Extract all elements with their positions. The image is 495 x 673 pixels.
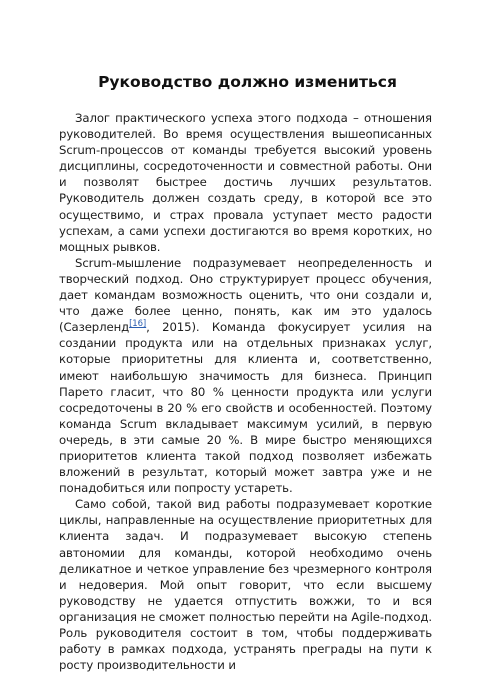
section-heading: Руководство должно измениться: [98, 73, 397, 91]
paragraph-1: Залог практического успеха этого подхода – отношения руководителей. Во время осуществления вышеописанных Scrum-процессов от команды требуется высокий уровень дисциплины, сосредоточенности и совместной работы. Они и позволят быстрее достичь лучших результатов. Руководитель должен создать среду, в которой все это осуществимо, и страх провала уступает место радости успехам, а сами успехи достигаются во время коротких, но мощных рывков.: [59, 111, 432, 254]
footnote-link[interactable]: [16]: [129, 319, 147, 330]
paragraph-2-text-before: Scrum-мышление подразумевает неопределенность и творческий подход. Оно структурирует процесс обучения, дает командам возможность оценить, что они создали и, что даже более ценно, понять, как им это удалось (Сазерленд: [59, 255, 432, 335]
paragraph-2: [59, 255, 432, 496]
body-text: [59, 110, 432, 673]
paragraph-2-text-after: , 2015). Команда фокусирует усилия на создании продукта или на отдельных признаках услуг, которые приоритетны для клиента и, соответственно, имеют наибольшую значимость для бизнеса. Принцип Парето гласит, что 80 % ценности продукта или услуги сосредоточены в 20 % его свойств и особенностей. Поэтому команда Scrum вкладывает максимум усилий, в первую очередь, в эти самые 20 %. В мире быстро меняющихся приоритетов клиента такой подход позволяет избежать вложений в результат, который может завтра уже и не понадобиться или попросту устареть.: [59, 320, 432, 496]
paragraph-3: Само собой, такой вид работы подразумевает короткие циклы, направленные на осуществление приоритетных для клиента задач. И подразумевает высокую степень автономии для команды, которой необходимо очень деликатное и четкое управление без чрезмерного контроля и недоверия. Мой опыт говорит, что если высшему руководству не удается отпустить вожжи, то и вся организация не сможет полностью перейти на Agile-подход. Роль руководителя состоит в том, чтобы поддерживать работу в рамках подхода, устранять преграды на пути к росту производительности и: [59, 497, 432, 673]
